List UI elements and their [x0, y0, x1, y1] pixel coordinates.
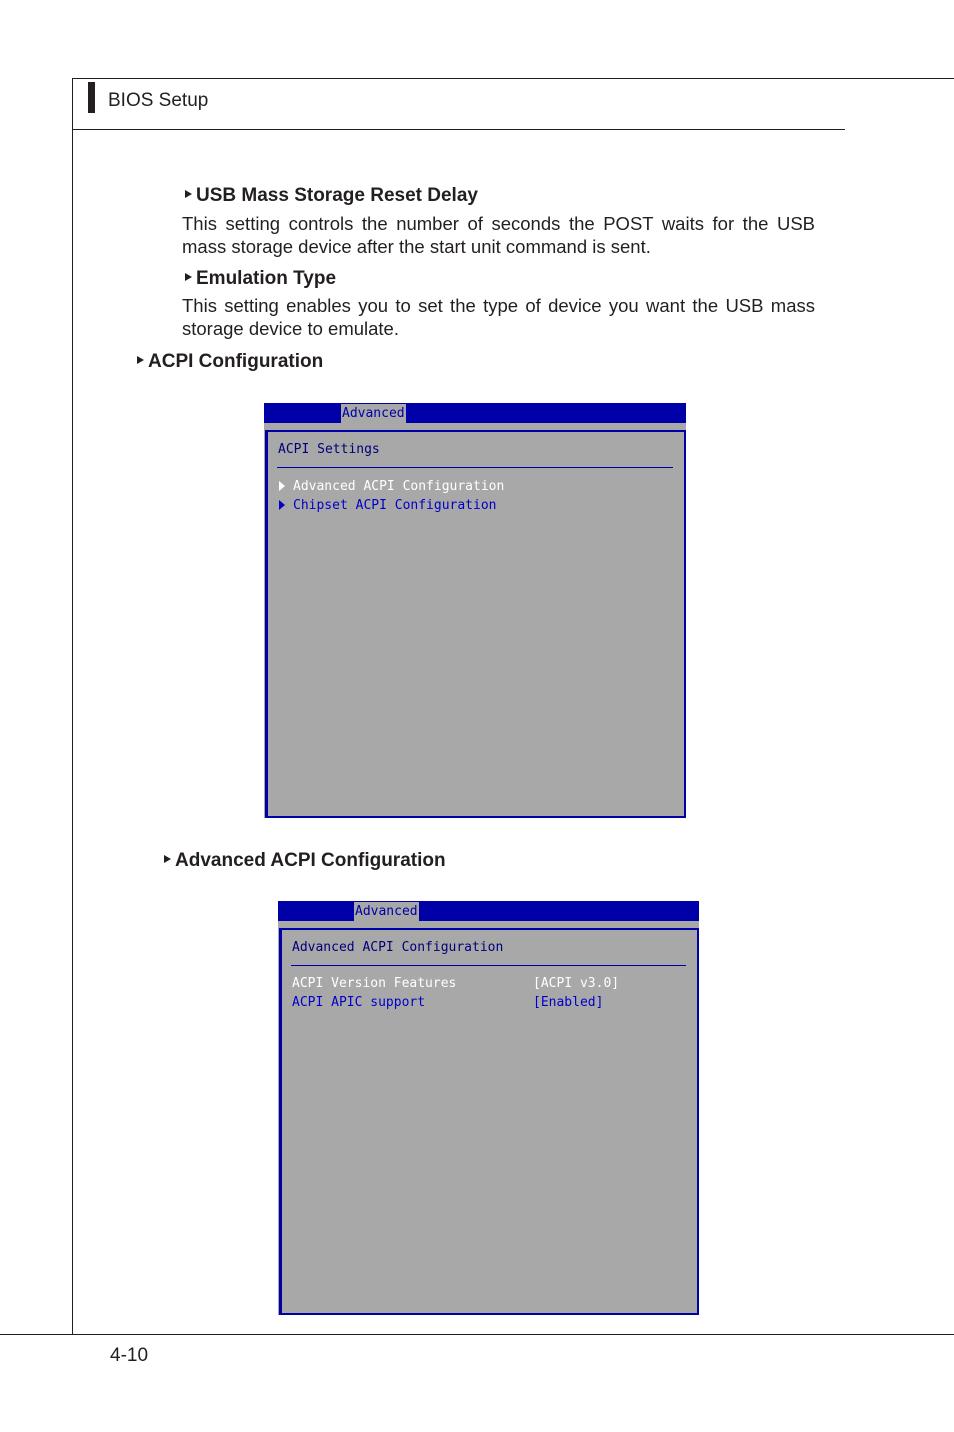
bios-menu-bar [264, 403, 686, 423]
bios-row-apic-label[interactable]: ACPI APIC support [292, 995, 426, 1010]
usb-reset-description: This setting controls the number of seconds the POST waits for the USB mass storage device after the start unit command is sent. [182, 213, 815, 257]
bios-row-acpi-version-label: ACPI Version Features [292, 976, 457, 991]
bios-row-apic-value[interactable]: [Enabled] [533, 995, 604, 1010]
emulation-type-heading: Emulation Type [185, 268, 336, 290]
bios-tab-advanced[interactable]: Advanced [342, 406, 405, 421]
bios-screen-title: ACPI Settings [278, 442, 380, 457]
bios-screen-title: Advanced ACPI Configuration [292, 940, 504, 955]
page-header-title: BIOS Setup [108, 90, 209, 111]
bullet-triangle-icon [185, 273, 192, 281]
submenu-arrow-icon [279, 500, 285, 510]
bios-screen-advanced-acpi [278, 901, 699, 1315]
header-bottom-rule [72, 129, 845, 130]
submenu-arrow-icon [279, 481, 285, 491]
acpi-config-heading: ACPI Configuration [137, 351, 323, 373]
footer-rule [0, 1334, 954, 1335]
header-marker [88, 82, 95, 113]
left-margin-rule [72, 78, 73, 1335]
page-number: 4-10 [110, 1345, 149, 1366]
bullet-triangle-icon [185, 190, 192, 198]
header-top-rule [72, 78, 954, 79]
emulation-type-description: This setting enables you to set the type of device you want the USB mass storage device to emulate. [182, 295, 815, 339]
bios-item-chipset-acpi[interactable]: Chipset ACPI Configuration [293, 498, 497, 513]
bios-row-acpi-version-value: [ACPI v3.0] [533, 976, 620, 991]
usb-reset-heading: USB Mass Storage Reset Delay [185, 185, 478, 207]
bios-tab-advanced[interactable]: Advanced [355, 904, 418, 919]
bios-menu-bar [278, 901, 699, 921]
bullet-triangle-icon [164, 855, 171, 863]
bios-screen-acpi-settings [264, 403, 686, 818]
bios-title-rule [291, 965, 686, 966]
bios-title-rule [277, 467, 673, 468]
bios-item-advanced-acpi[interactable]: Advanced ACPI Configuration [293, 479, 505, 494]
advanced-acpi-heading: Advanced ACPI Configuration [164, 850, 446, 872]
bullet-triangle-icon [137, 356, 144, 364]
